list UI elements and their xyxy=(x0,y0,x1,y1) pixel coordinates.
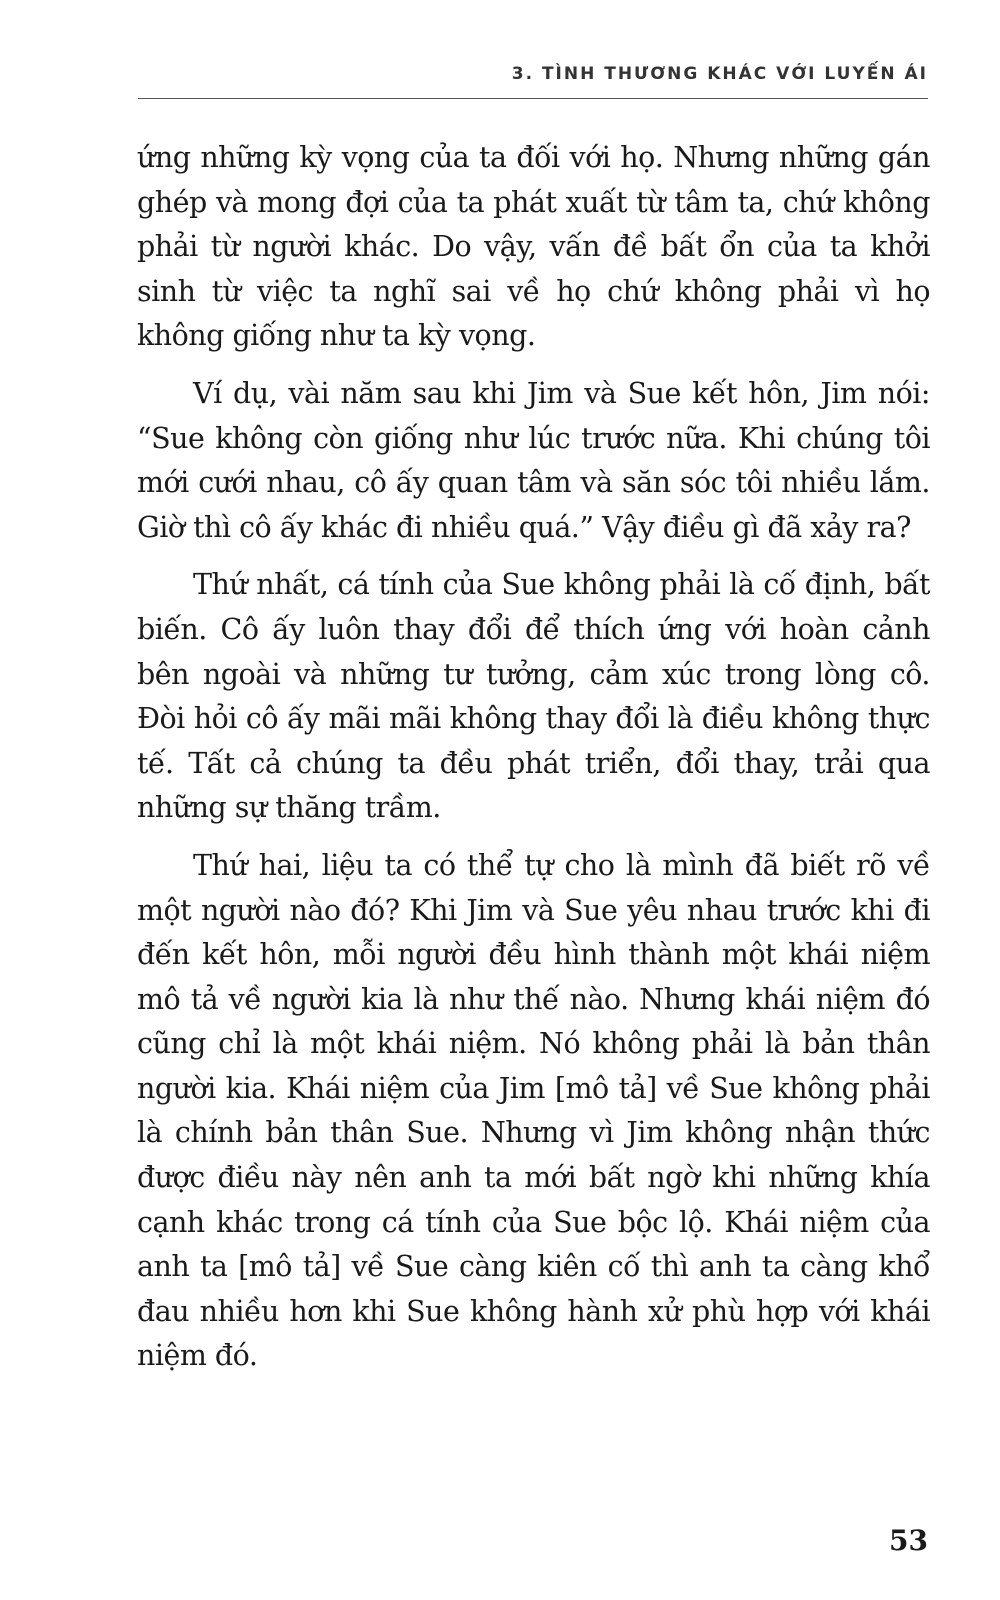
paragraph-example: Ví dụ, vài năm sau khi Jim và Sue kết hôn, Jim nói: “Sue không còn giống như lúc trước nữa. Khi chúng tôi mới cưới nhau, cô ấy quan tâm và săn sóc tôi nhiều lắm. Giờ thì cô ấy khác đi nhiều quá.” Vậy điều gì đã xảy ra? xyxy=(137,376,930,544)
running-header xyxy=(138,58,928,99)
paragraph-first-point: Thứ nhất, cá tính của Sue không phải là cố định, bất biến. Cô ấy luôn thay đổi để thích ứng với hoàn cảnh bên ngoài và những tư tưởng, cảm xúc trong lòng cô. Đòi hỏi cô ấy mãi mãi không thay đổi là điều không thực tế. Tất cả chúng ta đều phát triển, đổi thay, trải qua những sự thăng trầm. xyxy=(137,568,930,825)
page-number: 53 xyxy=(889,1524,928,1557)
chapter-title: 3. TÌNH THƯƠNG KHÁC VỚI LUYẾN ÁI xyxy=(511,64,928,84)
page-body xyxy=(137,136,930,1392)
paragraph-continued: ứng những kỳ vọng của ta đối với họ. Nhưng những gán ghép và mong đợi của ta phát xuất từ tâm ta, chứ không phải từ người khác. Do vậy, vấn đề bất ổn của ta khởi sinh từ việc ta nghĩ sai về họ chứ không phải vì họ không giống như ta kỳ vọng. xyxy=(137,141,930,353)
paragraph-second-point: Thứ hai, liệu ta có thể tự cho là mình đã biết rõ về một người nào đó? Khi Jim và Sue yêu nhau trước khi đi đến kết hôn, mỗi người đều hình thành một khái niệm mô tả về người kia là như thế nào. Nhưng khái niệm đó cũng chỉ là một khái niệm. Nó không phải là bản thân người kia. Khái niệm của Jim [mô tả] về Sue không phải là chính bản thân Sue. Nhưng vì Jim không nhận thức được điều này nên anh ta mới bất ngờ khi những khía cạnh khác trong cá tính của Sue bộc lộ. Khái niệm của anh ta [mô tả] về Sue càng kiên cố thì anh ta càng khổ đau nhiều hơn khi Sue không hành xử phù hợp với khái niệm đó. xyxy=(137,848,930,1373)
